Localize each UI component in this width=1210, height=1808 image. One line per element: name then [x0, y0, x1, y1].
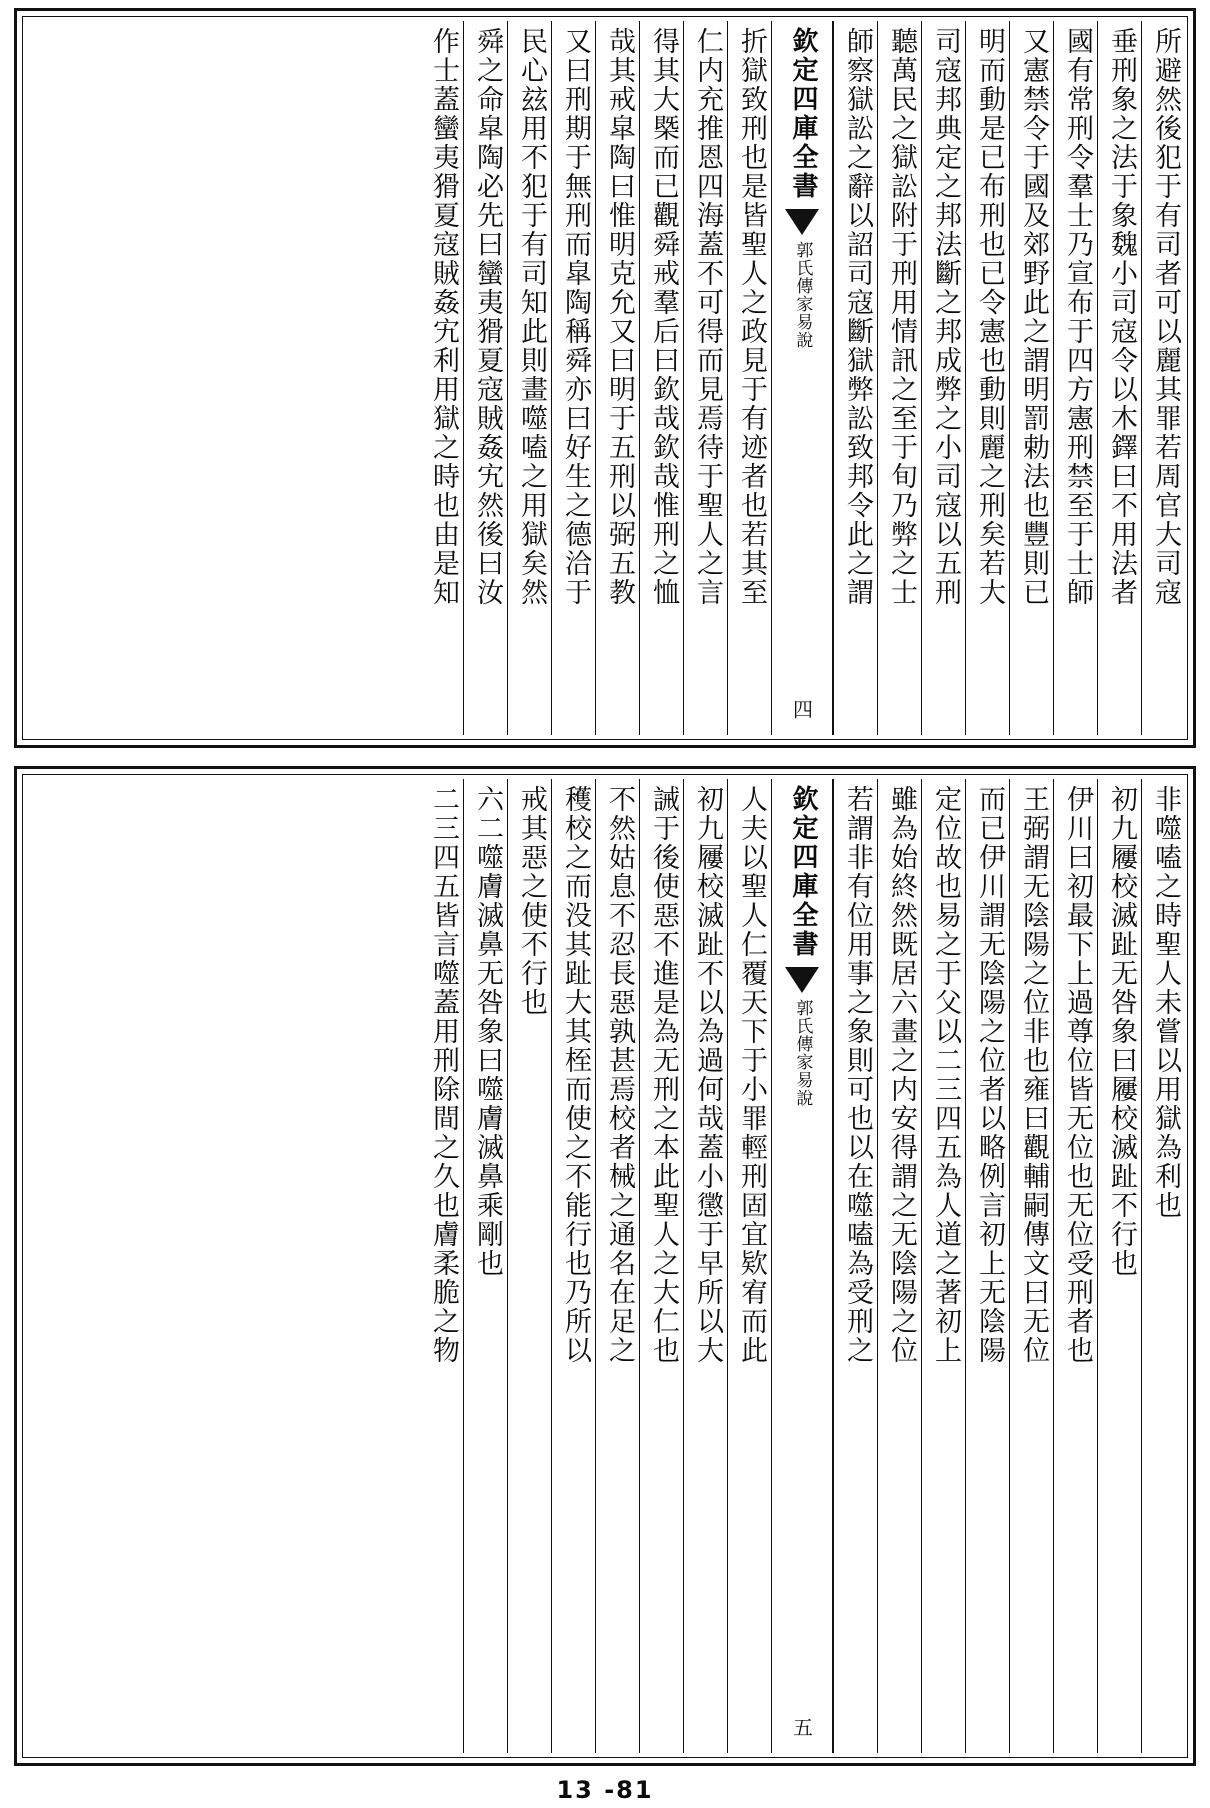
text-column: 作士蓋蠻夷猾夏寇賊姦宄利用獄之時也由是知 — [428, 27, 459, 607]
text-column: 又憲禁令于國及郊野此之謂明罰勅法也豐則已 — [1009, 21, 1053, 735]
text-column: 師察獄訟之辭以詔司寇斷獄弊訟致邦令此之謂 — [833, 21, 877, 735]
text-column: 初九屨校滅趾不以為過何哉蓋小懲于早所以大 — [683, 779, 727, 1753]
work-title: 郭氏傳家易說 — [792, 241, 813, 349]
text-column: 司寇邦典定之邦法斷之邦成弊之小司寇以五刑 — [921, 21, 965, 735]
text-column: 聽萬民之獄訟附于刑用情訊之至于旬乃弊之士 — [877, 21, 921, 735]
page-footer: 13 -81 — [556, 1776, 654, 1804]
text-column: 六二噬膚滅鼻无咎象曰噬膚滅鼻乘剛也 — [463, 779, 507, 1753]
folio-number: 五 — [789, 1717, 814, 1737]
text-column: 定位故也易之于父以二三四五為人道之著初上 — [921, 779, 965, 1753]
text-column: 人夫以聖人仁覆天下于小罪輕刑固宜欵宥而此 — [727, 779, 771, 1753]
text-column: 垂刑象之法于象魏小司寇令以木鐸曰不用法者 — [1097, 21, 1141, 735]
text-column: 明而動是已布刑也已令憲也動則麗之刑矣若大 — [965, 21, 1009, 735]
text-column: 二三四五皆言噬蓋用刑除間之久也膚柔脆之物 — [428, 785, 459, 1365]
text-column: 穫校之而没其趾大其桎而使之不能行也乃所以 — [551, 779, 595, 1753]
text-column: 雖為始終然既居六畫之内安得謂之无陰陽之位 — [877, 779, 921, 1753]
text-column: 王弼謂无陰陽之位非也雍曰觀輔嗣傳文曰无位 — [1009, 779, 1053, 1753]
lower-leaf-inner — [22, 774, 1188, 1758]
fish-tail-mark — [785, 209, 819, 235]
collection-title: 欽定四庫全書 — [787, 785, 818, 959]
text-column: 折獄致刑也是皆聖人之政見于有迹者也若其至 — [727, 21, 771, 735]
lower-leaf — [14, 766, 1196, 1766]
text-column: 若謂非有位用事之象則可也以在噬嗑為受刑之 — [833, 779, 877, 1753]
text-column: 伊川曰初最下上過尊位皆无位也无位受刑者也 — [1053, 779, 1097, 1753]
text-column: 仁内充推恩四海蓋不可得而見焉待于聖人之言 — [683, 21, 727, 735]
text-column: 得其大槩而已觀舜戒羣后曰欽哉欽哉惟刑之恤 — [639, 21, 683, 735]
text-column: 舜之命皐陶必先曰蠻夷猾夏寇賊姦宄然後曰汝 — [463, 21, 507, 735]
text-column: 而已伊川謂无陰陽之位者以略例言初上无陰陽 — [965, 779, 1009, 1753]
text-column: 國有常刑令羣士乃宣布于四方憲刑禁至于士師 — [1053, 21, 1097, 735]
folio-number: 四 — [789, 699, 814, 719]
fish-tail-mark — [785, 967, 819, 993]
upper-leaf-inner — [22, 16, 1188, 740]
text-column: 初九屨校滅趾无咎象曰屨校滅趾不行也 — [1097, 779, 1141, 1753]
text-column: 哉其戒皐陶曰惟明克允又曰明于五刑以弼五教 — [595, 21, 639, 735]
upper-leaf — [14, 8, 1196, 748]
text-column: 戒其惡之使不行也 — [507, 779, 551, 1753]
text-column: 非噬嗑之時聖人未嘗以用獄為利也 — [1141, 779, 1185, 1753]
center-fold-column — [771, 779, 833, 1753]
center-fold-column — [771, 21, 833, 735]
text-column: 所避然後犯于有司者可以麗其罪若周官大司寇 — [1141, 21, 1185, 735]
text-column: 民心玆用不犯于有司知此則畫噬嗑之用獄矣然 — [507, 21, 551, 735]
text-column: 誡于後使惡不進是為无刑之本此聖人之大仁也 — [639, 779, 683, 1753]
work-title: 郭氏傳家易說 — [792, 999, 813, 1107]
collection-title: 欽定四庫全書 — [787, 27, 818, 201]
text-column: 不然姑息不忍長惡孰甚焉校者械之通名在足之 — [595, 779, 639, 1753]
text-column: 又曰刑期于無刑而皐陶稱舜亦曰好生之德洽于 — [551, 21, 595, 735]
